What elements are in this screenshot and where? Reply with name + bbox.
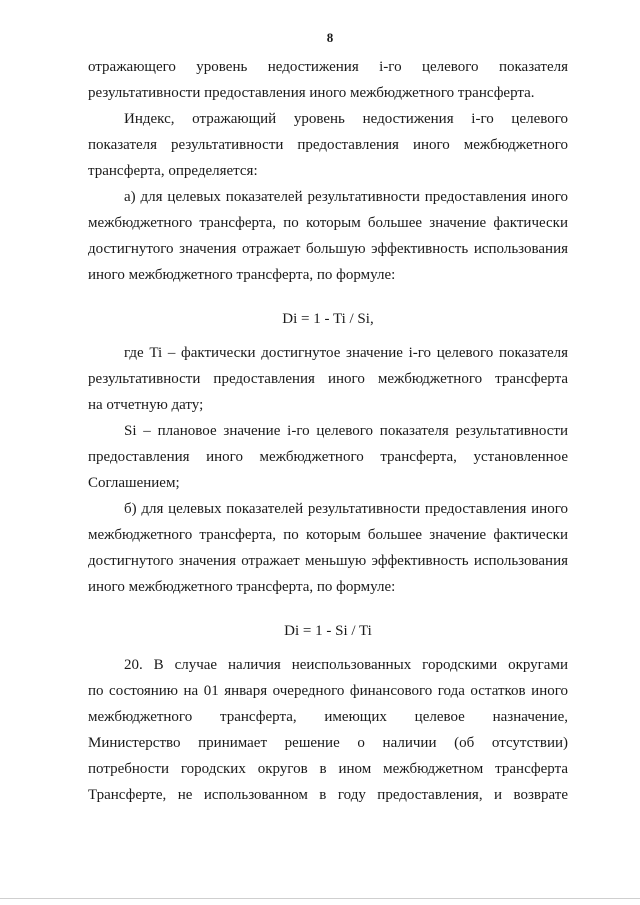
page-edge-line bbox=[0, 898, 640, 899]
text-line: результативности предоставления иного межбюджетного трансферта. bbox=[88, 85, 535, 101]
text-line: достигнутого значения отражает большую эффективность использования bbox=[88, 241, 568, 257]
text-line: потребности городских округов в ином межбюджетном трансферта bbox=[88, 761, 568, 777]
text-line: достигнутого значения отражает меньшую эффективность использования bbox=[88, 553, 568, 569]
text-line: а) для целевых показателей результативности предоставления иного bbox=[124, 189, 568, 205]
text-line: межбюджетного трансферта, имеющих целевое назначение, bbox=[88, 709, 568, 725]
formula: Di = 1 - Si / Ti bbox=[284, 623, 372, 639]
text-line: 20. В случае наличия неиспользованных городскими округами bbox=[124, 657, 568, 673]
text-line: по состоянию на 01 января очередного финансового года остатков иного bbox=[88, 683, 568, 699]
text-line: Трансферте, не использованном в году предоставления, и возврате bbox=[88, 787, 568, 803]
text-line: иного межбюджетного трансферта, по формуле: bbox=[88, 267, 396, 283]
text-line: б) для целевых показателей результативности предоставления иного bbox=[124, 501, 568, 517]
text-line: Si – плановое значение i-го целевого показателя результативности bbox=[124, 423, 568, 439]
text-line: отражающего уровень недостижения i-го целевого показателя bbox=[88, 59, 568, 75]
text-line: межбюджетного трансферта, по которым большее значение фактически bbox=[88, 215, 568, 231]
text-line: предоставления иного межбюджетного трансферта, установленное bbox=[88, 449, 568, 465]
text-line: Министерство принимает решение о наличии (об отсутствии) bbox=[88, 735, 568, 751]
text-line: результативности предоставления иного межбюджетного трансферта bbox=[88, 371, 568, 387]
text-line: трансферта, определяется: bbox=[88, 163, 258, 179]
text-line: Соглашением; bbox=[88, 475, 180, 491]
text-line: где Ti – фактически достигнутое значение i-го целевого показателя bbox=[124, 345, 568, 361]
text-line: Индекс, отражающий уровень недостижения i-го целевого bbox=[124, 111, 568, 127]
formula: Di = 1 - Ti / Si, bbox=[282, 311, 374, 327]
page-number: 8 bbox=[326, 30, 334, 45]
text-line: межбюджетного трансферта, по которым большее значение фактически bbox=[88, 527, 568, 543]
text-line: иного межбюджетного трансферта, по формуле: bbox=[88, 579, 396, 595]
text-line: на отчетную дату; bbox=[88, 397, 204, 413]
text-line: показателя результативности предоставления иного межбюджетного bbox=[88, 137, 568, 153]
